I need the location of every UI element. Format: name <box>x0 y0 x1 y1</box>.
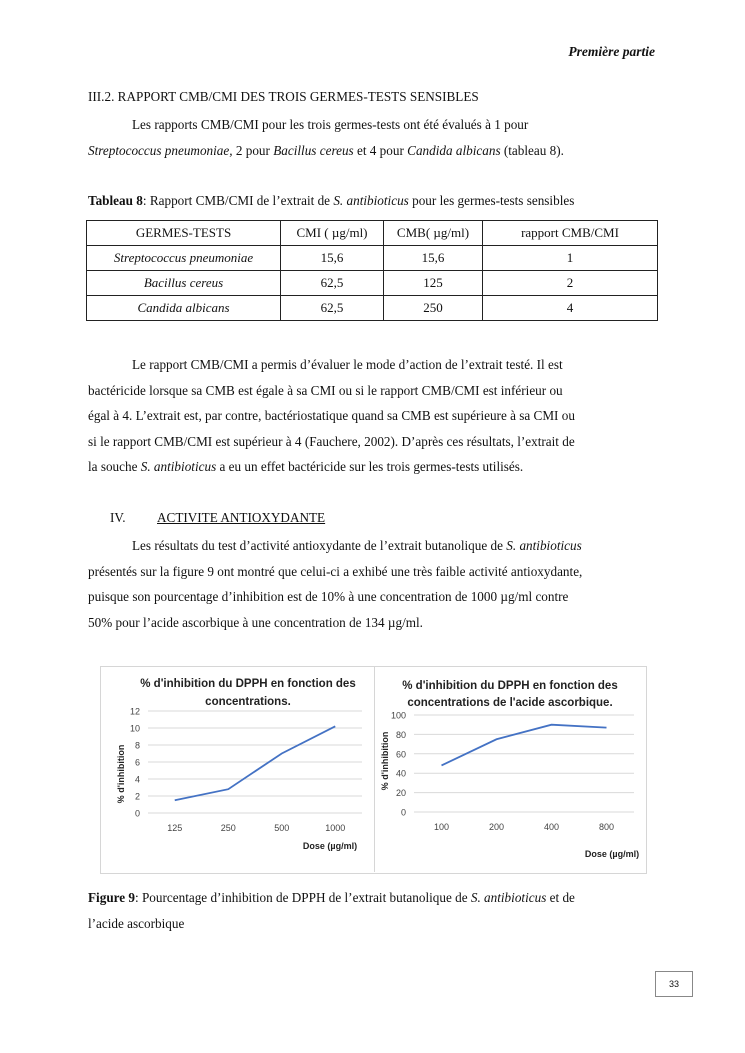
text: (tableau 8). <box>500 142 564 158</box>
cell-cmi: 15,6 <box>281 246 384 271</box>
series-line <box>175 726 336 800</box>
x-tick-label: 200 <box>488 822 505 832</box>
text: Les résultats du test d’activité antioxydante de l’extrait butanolique de <box>132 538 507 553</box>
cell-ratio: 4 <box>483 296 658 321</box>
table-row <box>87 296 658 321</box>
table-row <box>87 271 658 296</box>
y-axis-label: % d'inhibition <box>380 731 390 791</box>
page-header: Première partie <box>568 44 655 59</box>
x-tick-label: 400 <box>543 822 560 832</box>
header-cell: CMI ( µg/ml) <box>281 221 384 246</box>
cell-germ: Streptococcus pneumoniae <box>87 246 281 271</box>
text: : Rapport CMB/CMI de l’extrait de <box>142 193 334 208</box>
species-name: Bacillus cereus <box>273 142 354 158</box>
chart-title-line2: concentrations de l'acide ascorbique. <box>407 697 613 709</box>
paragraph-line: si le rapport CMB/CMI est supérieur à 4 (Fauchere, 2002). D’après ces résultats, l’extrait de <box>88 433 575 449</box>
paragraph-line: bactéricide lorsque sa CMB est égale à sa CMI ou si le rapport CMB/CMI est inférieur ou <box>88 382 563 398</box>
paragraph-line: Le rapport CMB/CMI a permis d’évaluer le mode d’action de l’extrait testé. Il est <box>132 357 563 372</box>
x-tick-label: 500 <box>274 823 290 833</box>
caption-label: Tableau 8 <box>88 193 143 208</box>
y-tick-label: 8 <box>134 740 140 751</box>
cell-cmi: 62,5 <box>281 296 384 321</box>
y-tick-label: 10 <box>129 723 140 734</box>
species-name: Candida albicans <box>407 142 501 158</box>
chart-ascorbic <box>374 666 645 872</box>
y-tick-label: 60 <box>395 749 406 760</box>
y-tick-label: 80 <box>395 729 406 740</box>
table-8 <box>86 220 658 321</box>
cell-cmb: 250 <box>384 296 483 321</box>
cell-ratio: 1 <box>483 246 658 271</box>
x-tick-label: 800 <box>598 822 615 832</box>
x-tick-label: 250 <box>220 823 236 833</box>
text: la souche <box>88 459 141 474</box>
species-name: S. antibioticus <box>506 538 582 553</box>
text: et 4 pour <box>353 142 408 158</box>
y-tick-label: 2 <box>134 791 140 802</box>
chart-title-line1: % d'inhibition du DPPH en fonction des <box>140 678 356 690</box>
paragraph-line: Les rapports CMB/CMI pour les trois germes-tests ont été évalués à 1 pour <box>132 117 529 132</box>
figure-label: Figure 9 <box>88 890 136 905</box>
y-tick-label: 4 <box>134 774 140 785</box>
section-number-iv: IV. <box>110 510 126 525</box>
y-tick-label: 100 <box>390 710 406 721</box>
y-tick-label: 6 <box>134 757 140 768</box>
y-tick-label: 20 <box>395 788 406 799</box>
page-number: 33 <box>655 971 693 997</box>
x-tick-label: 125 <box>167 823 183 833</box>
paragraph-line: égal à 4. L’extrait est, par contre, bactériostatique quand sa CMB est supérieure à sa CMI ou <box>88 408 575 423</box>
cell-cmi: 62,5 <box>281 271 384 296</box>
caption-line: l’acide ascorbique <box>88 915 185 931</box>
cell-germ: Bacillus cereus <box>87 271 281 296</box>
cell-cmb: 125 <box>384 271 483 296</box>
paragraph-line: 50% pour l’acide ascorbique à une concentration de 134 µg/ml. <box>88 614 423 630</box>
series-line <box>442 725 607 766</box>
x-tick-label: 100 <box>433 822 450 832</box>
section-title-iii2: III.2. RAPPORT CMB/CMI DES TROIS GERMES-TESTS SENSIBLES <box>88 89 479 104</box>
paragraph-line <box>88 138 656 164</box>
paragraph-line <box>88 454 656 480</box>
y-tick-label: 0 <box>400 807 406 818</box>
paragraph-line <box>88 533 656 559</box>
cell-germ: Candida albicans <box>87 296 281 321</box>
text: et de <box>546 890 575 905</box>
x-axis-label: Dose (µg/ml) <box>302 841 358 851</box>
figure-caption <box>88 885 656 936</box>
cell-cmb: 15,6 <box>384 246 483 271</box>
y-tick-label: 40 <box>395 768 406 779</box>
y-axis-label: % d'inhibition <box>116 744 126 804</box>
y-tick-label: 12 <box>129 706 140 717</box>
species-name: S. antibioticus <box>140 459 217 474</box>
paragraph-line: présentés sur la figure 9 ont montré que celui-ci a exhibé une très faible activité antioxydante, <box>88 563 583 579</box>
text: pour les germes-tests sensibles <box>408 193 575 208</box>
section-title-iv: ACTIVITE ANTIOXYDANTE <box>157 510 326 525</box>
header-cell: GERMES-TESTS <box>87 221 281 246</box>
caption-line <box>88 885 656 911</box>
text: a eu un effet bactéricide sur les trois germes-tests utilisés. <box>216 459 524 474</box>
x-tick-label: 1000 <box>325 823 346 833</box>
x-axis-label: Dose (µg/ml) <box>584 849 640 859</box>
text: 2 pour <box>232 142 274 158</box>
paragraph-line: puisque son pourcentage d’inhibition est de 10% à une concentration de 1000 µg/ml contre <box>88 589 569 604</box>
species-name: S. antibioticus <box>470 890 547 905</box>
paragraph-antioxydante <box>88 533 656 635</box>
header-cell: rapport CMB/CMI <box>483 221 658 246</box>
chart-title-line1: % d'inhibition du DPPH en fonction des <box>402 680 618 692</box>
table-header-row <box>87 221 658 246</box>
paragraph-mode-action <box>88 352 656 480</box>
species-name: Streptococcus pneumoniae, <box>88 142 233 158</box>
table-row <box>87 246 658 271</box>
cell-ratio: 2 <box>483 271 658 296</box>
header-cell: CMB( µg/ml) <box>384 221 483 246</box>
text: : Pourcentage d’inhibition de DPPH de l’extrait butanolique de <box>135 890 471 905</box>
y-tick-label: 0 <box>134 808 140 819</box>
chart-title-line2: concentrations. <box>205 696 291 708</box>
paragraph-rapport <box>88 112 656 163</box>
table-caption <box>88 193 574 209</box>
chart-extract <box>100 666 374 872</box>
species-name: S. antibioticus <box>333 193 409 208</box>
